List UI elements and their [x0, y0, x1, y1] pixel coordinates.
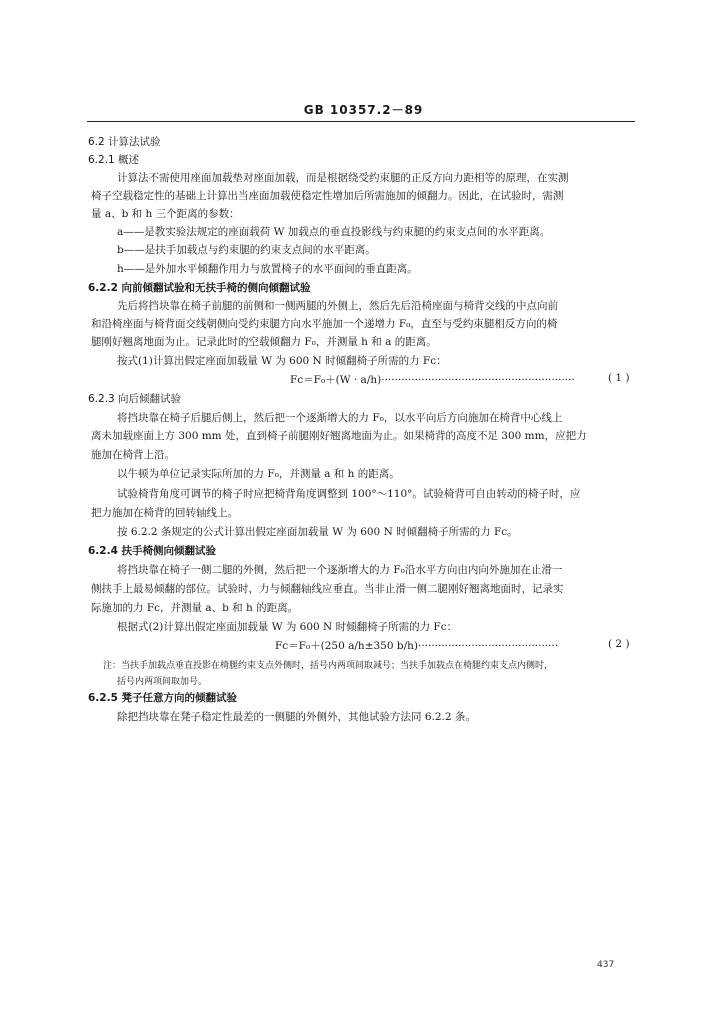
note-line: 括号内两项间取加号。: [117, 677, 208, 687]
paragraph-line: 施加在椅背上沿。: [91, 449, 175, 461]
standard-code-header: GB 10357.2－89: [303, 103, 424, 117]
equation-2-number: ( 2 ): [608, 638, 630, 650]
paragraph-line: 计算法不需使用座面加载垫对座面加载，而是根据绕受约束腿的正反方向力距相等的原理，在实测: [117, 172, 569, 184]
paragraph-line: 椅子空载稳定性的基础上计算出当座面加载使稳定性增加后所需施加的倾翻力。因此，在试验时，需测: [91, 190, 564, 202]
paragraph-line: 先后将挡块靠在椅子前腿的前侧和一侧两腿的外侧上，然后先后沿椅座面与椅背交线的中点向前: [117, 300, 558, 312]
section-6-2-2-heading: 6.2.2 向前倾翻试验和无扶手椅的侧向倾翻试验: [88, 282, 311, 294]
paragraph-line: 离未加载座面上方 300 mm 处，直到椅子前腿刚好翘离地面为止。如果椅背的高度不足 300 mm，应把力: [91, 430, 587, 442]
definition-h: h——是外加水平倾翻作用力与放置椅子的水平面间的垂直距离。: [117, 263, 418, 275]
section-6-2-heading: 6.2 计算法试验: [88, 136, 161, 148]
paragraph-line: 将挡块靠在椅子后腿后侧上，然后把一个逐渐增大的力 F₀，以水平向后方向施加在椅背中心线上: [117, 412, 563, 424]
paragraph-line: 和沿椅座面与椅背面交线朝侧向受约束腿方向水平施加一个递增力 F₀，直至与受约束腿相反方向的椅: [91, 318, 558, 330]
paragraph-line: 除把挡块靠在凳子稳定性最差的一侧腿的外侧外，其他试验方法同 6.2.2 条。: [117, 711, 476, 723]
paragraph-line: 腿刚好翘离地面为止。记录此时的空载倾翻力 F₀，并测量 h 和 a 的距离。: [91, 336, 437, 348]
equation-2: Fc＝F₀＋(250 a/h±350 b/h)··········································: [275, 640, 559, 652]
paragraph-line: 将挡块靠在椅子一侧二腿的外侧，然后把一个逐渐增大的力 F₀沿水平方向由内向外施加在止滑一: [117, 564, 563, 576]
equation-1: Fc＝F₀＋(W · a/h)··························································: [290, 374, 575, 386]
header-rule: [87, 121, 635, 122]
paragraph-line: 试验椅背角度可调节的椅子时应把椅背角度调整到 100°～110°。试验椅背可自由转动的椅子时，应: [117, 488, 581, 500]
paragraph-line: 以牛顿为单位记录实际所加的力 F₀，并测量 a 和 h 的距离。: [117, 468, 400, 480]
page-number: 437: [597, 960, 615, 970]
paragraph-line: 侧扶手上最易倾翻的部位。试验时，力与倾翻轴线应垂直。当非止滑一侧二腿刚好翘离地面时，记录实: [91, 583, 564, 595]
definition-a: a——是教实验法规定的座面载荷 W 加载点的垂直投影线与约束腿的约束支点间的水平距离。: [117, 226, 551, 238]
paragraph-line: 把力施加在椅背的回转轴线上。: [91, 507, 238, 519]
paragraph-line: 根据式(2)计算出假定座面加载量 W 为 600 N 时倾翻椅子所需的力 Fc：: [117, 621, 458, 633]
paragraph-line: 量 a、b 和 h 三个距离的参数：: [91, 208, 240, 220]
paragraph-line: 按式(1)计算出假定座面加载量 W 为 600 N 时倾翻椅子所需的力 Fc：: [117, 355, 447, 367]
definition-b: b——是扶手加载点与约束腿的约束支点间的水平距离。: [117, 244, 376, 256]
equation-1-number: ( 1 ): [608, 372, 630, 384]
section-6-2-3-heading: 6.2.3 向后倾翻试验: [88, 393, 182, 405]
section-6-2-4-heading: 6.2.4 扶手椅侧向倾翻试验: [88, 545, 217, 557]
section-6-2-1-heading: 6.2.1 概述: [88, 154, 140, 166]
section-6-2-5-heading: 6.2.5 凳子任意方向的倾翻试验: [88, 692, 238, 704]
note-line: 注：当扶手加载点垂直投影在椅腿约束支点外侧时，括号内两项间取减号；当扶手加载点在椅腿约束支点内侧时，: [103, 661, 554, 671]
paragraph-line: 按 6.2.2 条规定的公式计算出假定座面加载量 W 为 600 N 时倾翻椅子所需的力 Fc。: [117, 526, 518, 538]
paragraph-line: 际施加的力 Fc，并测量 a、b 和 h 的距离。: [91, 602, 299, 614]
